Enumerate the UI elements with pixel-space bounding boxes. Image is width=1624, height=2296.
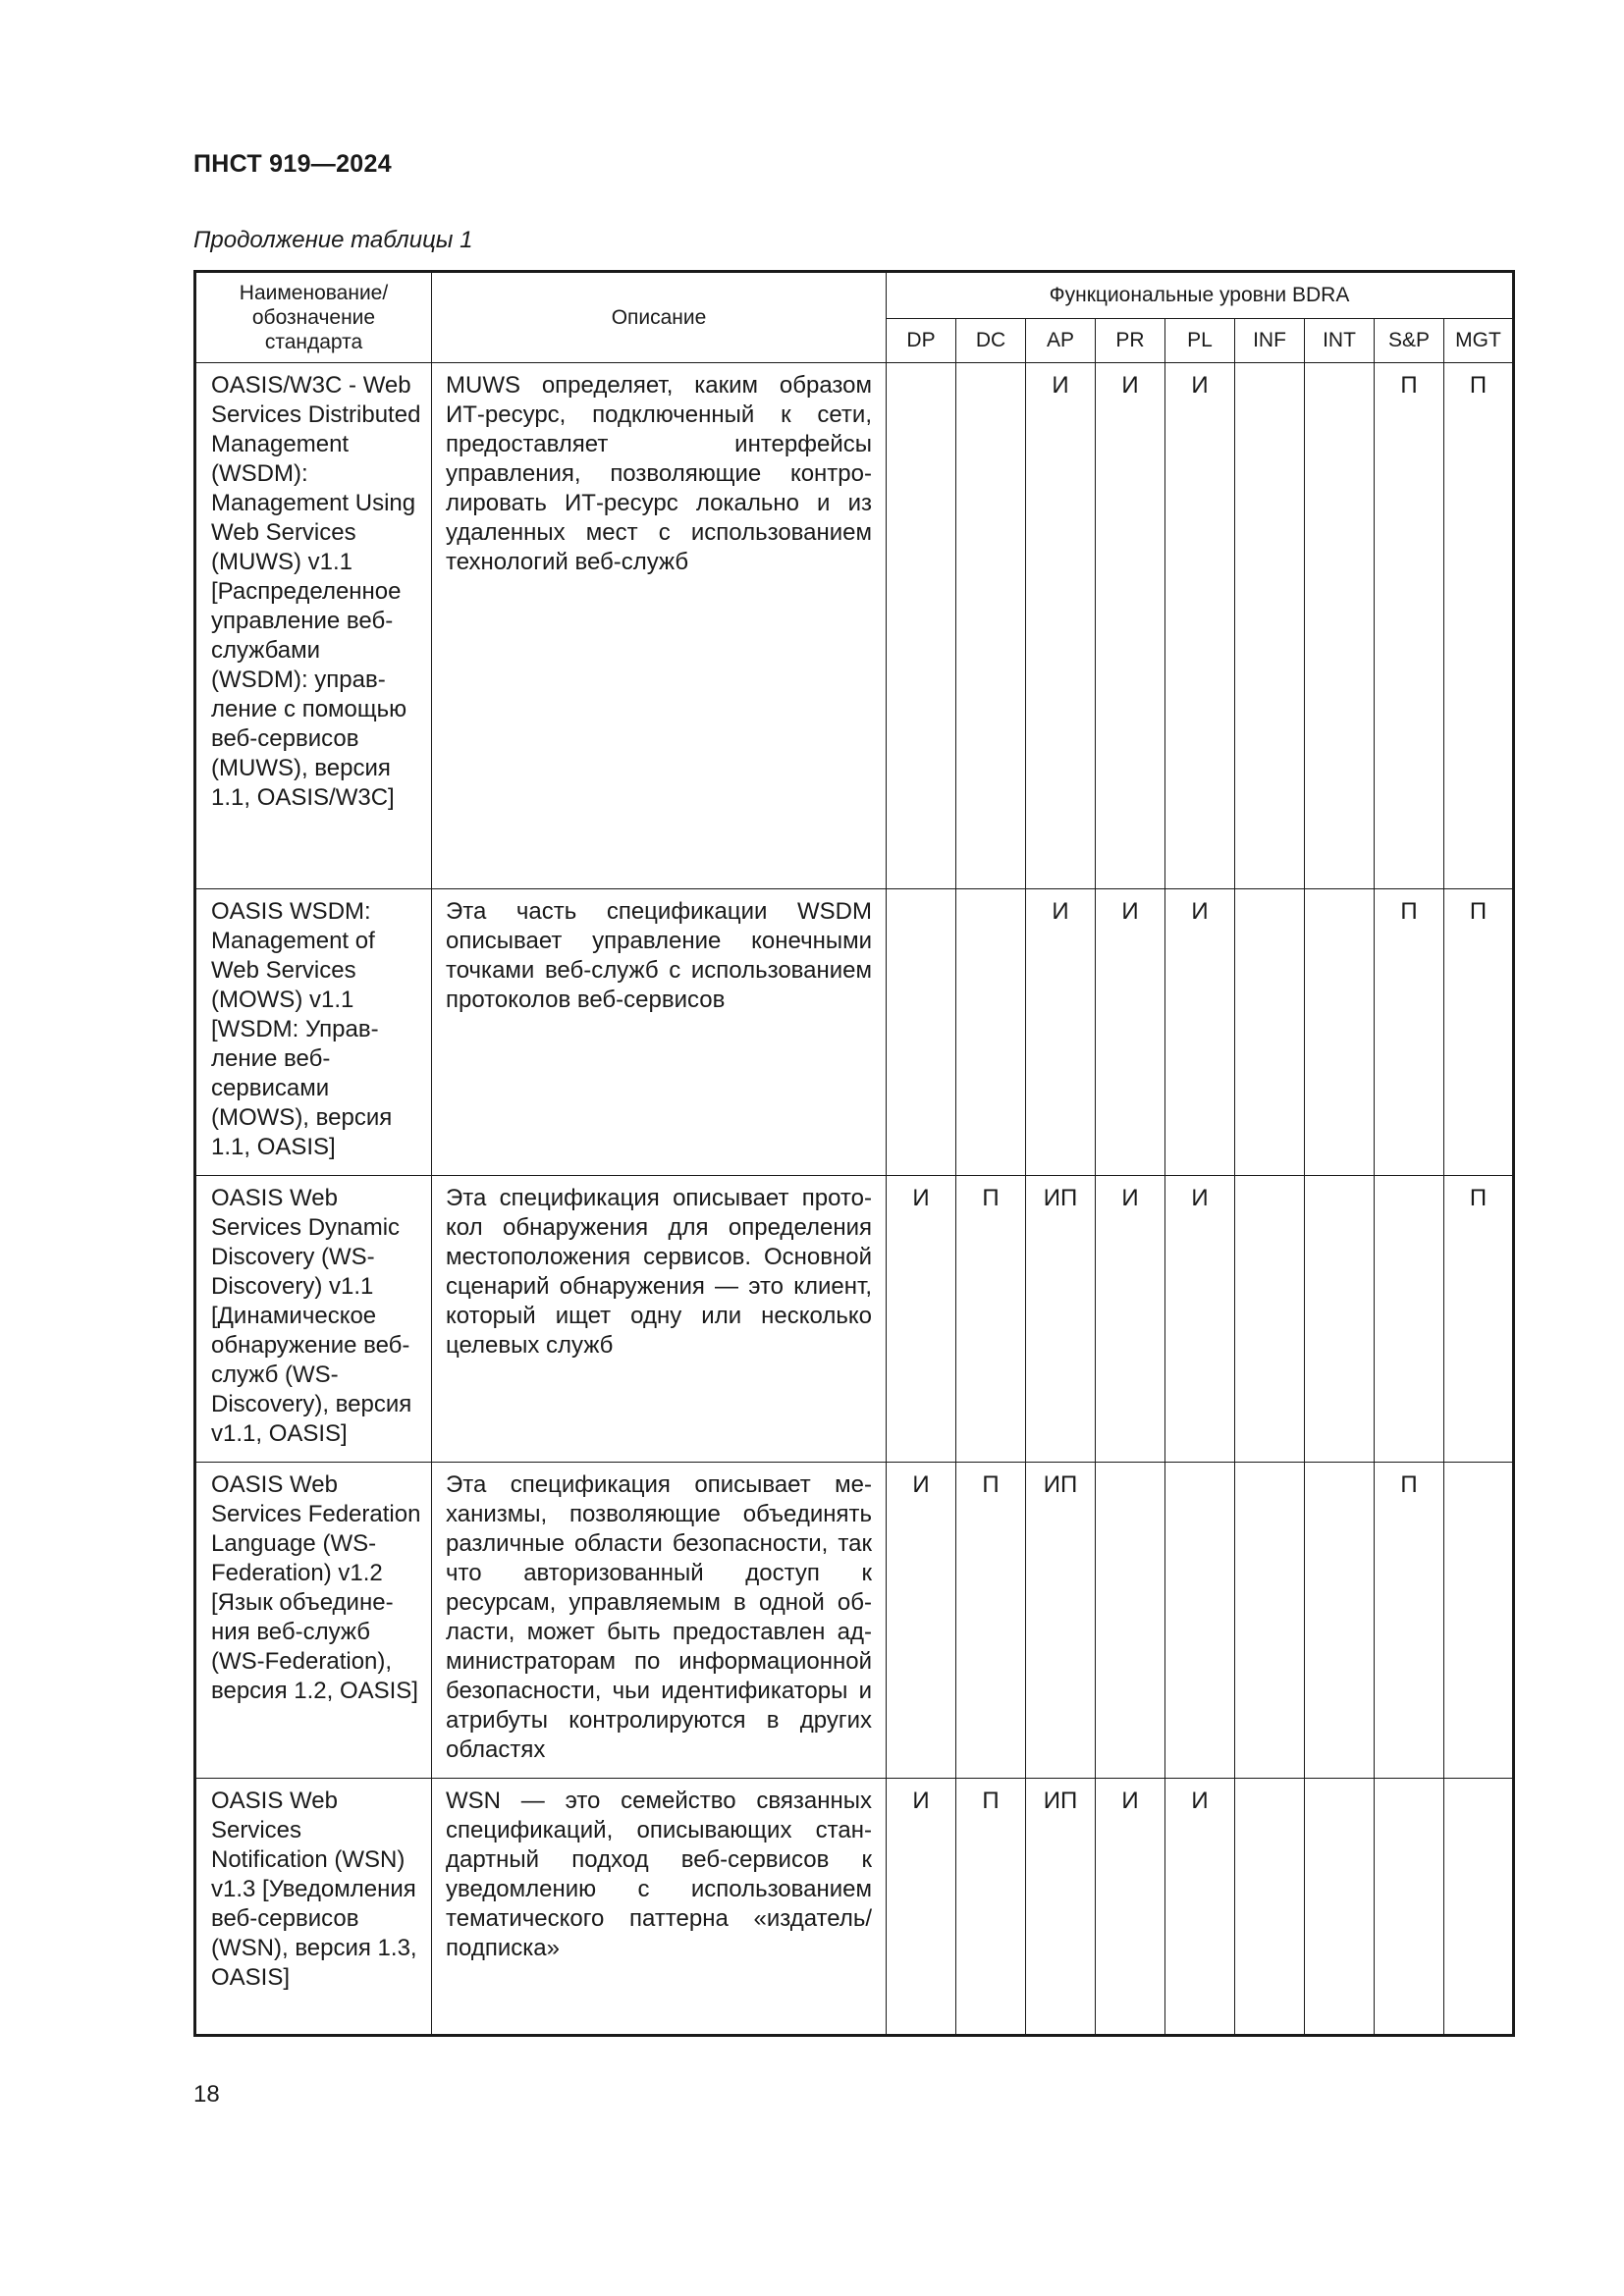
level-mark: П: [956, 1176, 1026, 1463]
standard-name: OASIS Web Services Dynamic Discovery (WS-Discovery) v1.1 [Динамическое обнаружение веб-служб (WS-Discovery), версия v1.1, OASIS]: [195, 1176, 432, 1463]
column-header-levels: Функциональные уровни BDRA: [887, 272, 1514, 319]
level-mark: И: [1165, 363, 1235, 889]
level-mark: [1096, 1463, 1165, 1779]
standard-name: OASIS Web Services Notification (WSN) v1.3 [Уведомления веб-сервисов (WSN), версия 1.3, OASIS]: [195, 1779, 432, 2036]
level-mark: [1305, 1463, 1375, 1779]
level-mark: [1305, 363, 1375, 889]
document-code: ПНСТ 919—2024: [193, 150, 392, 178]
table-header: [195, 272, 1514, 363]
level-mark: И: [887, 1779, 956, 2036]
level-mark: [1235, 363, 1305, 889]
column-header-name: Наименование/ обозначение стандарта: [195, 272, 432, 363]
level-mark: И: [1026, 363, 1096, 889]
level-mark: [1165, 1463, 1235, 1779]
standards-table: [193, 270, 1515, 2037]
level-mark: П: [1444, 1176, 1514, 1463]
level-mark: [1305, 1176, 1375, 1463]
level-mark: П: [1444, 363, 1514, 889]
level-header: PL: [1165, 319, 1235, 363]
level-mark: [956, 889, 1026, 1176]
level-mark: [1235, 889, 1305, 1176]
table-row: [195, 1779, 1514, 2036]
level-mark: [1444, 1463, 1514, 1779]
level-mark: [1235, 1463, 1305, 1779]
level-mark: [956, 363, 1026, 889]
level-header: MGT: [1444, 319, 1514, 363]
level-mark: И: [1165, 889, 1235, 1176]
standard-description: Эта спецификация описывает протокол обнаружения для определения местоположения сервисов. Основной сценарий обнаружения — это клиент, который ищет одну или несколько целевых служб: [432, 1176, 887, 1463]
level-mark: [1375, 1176, 1444, 1463]
standard-description: Эта часть спецификации WSDM описывает управление конечными точками веб-служб с использованием протоколов веб-сервисов: [432, 889, 887, 1176]
level-mark: И: [1165, 1176, 1235, 1463]
standard-name: OASIS WSDM: Management of Web Services (MOWS) v1.1 [WSDM: Управление веб-сервисами (MOWS), версия 1.1, OASIS]: [195, 889, 432, 1176]
level-mark: [1444, 1779, 1514, 2036]
header-row-top: [195, 272, 1514, 319]
level-mark: П: [1375, 1463, 1444, 1779]
level-mark: ИП: [1026, 1176, 1096, 1463]
level-mark: И: [1165, 1779, 1235, 2036]
page-number: 18: [193, 2081, 220, 2108]
level-mark: И: [887, 1176, 956, 1463]
standard-description: Эта спецификация описывает механизмы, позволяющие объединять различные области безопасности, так что авторизованный доступ к ресурсам, управляемым в одной области, может быть предоставлен администраторам по информационной безопасности, чьи идентификаторы и атрибуты контролируются в других областях: [432, 1463, 887, 1779]
level-mark: П: [1375, 363, 1444, 889]
level-mark: [1375, 1779, 1444, 2036]
table-caption: Продолжение таблицы 1: [193, 227, 473, 253]
level-header: PR: [1096, 319, 1165, 363]
level-header: INF: [1235, 319, 1305, 363]
level-header: S&P: [1375, 319, 1444, 363]
table-row: [195, 363, 1514, 889]
level-mark: [887, 889, 956, 1176]
level-header: DP: [887, 319, 956, 363]
level-mark: П: [1375, 889, 1444, 1176]
level-mark: И: [1026, 889, 1096, 1176]
table-row: [195, 889, 1514, 1176]
standard-name: OASIS/W3C - Web Services Distributed Management (WSDM): Management Using Web Services (MUWS) v1.1 [Распределенное управление веб-службами (WSDM): управление с помощью веб-сервисов (MUWS), версия 1.1, OASIS/W3C]: [195, 363, 432, 889]
level-mark: [1235, 1176, 1305, 1463]
table-body: [195, 363, 1514, 2036]
column-header-description: Описание: [432, 272, 887, 363]
level-mark: И: [1096, 363, 1165, 889]
level-mark: П: [956, 1779, 1026, 2036]
level-mark: П: [956, 1463, 1026, 1779]
level-mark: И: [1096, 1779, 1165, 2036]
standard-name: OASIS Web Services Federation Language (WS-Federation) v1.2 [Язык объединения веб-служб (WS-Federation), версия 1.2, OASIS]: [195, 1463, 432, 1779]
standard-description: MUWS определяет, каким образом ИТ-ресурс, подключенный к сети, предоставляет интерфейсы управления, позволяющие контролировать ИТ-ресурс локально и из удаленных мест с использованием технологий веб-служб: [432, 363, 887, 889]
level-mark: [887, 363, 956, 889]
level-header: AP: [1026, 319, 1096, 363]
level-mark: ИП: [1026, 1779, 1096, 2036]
level-mark: [1305, 1779, 1375, 2036]
level-mark: И: [1096, 889, 1165, 1176]
table-row: [195, 1176, 1514, 1463]
level-mark: [1305, 889, 1375, 1176]
standard-description: WSN — это семейство связанных спецификаций, описывающих стандартный подход веб-сервисов к уведомлению с использованием тематического паттерна «издатель/ подписка»: [432, 1779, 887, 2036]
level-mark: П: [1444, 889, 1514, 1176]
level-mark: ИП: [1026, 1463, 1096, 1779]
level-header: DC: [956, 319, 1026, 363]
level-mark: И: [1096, 1176, 1165, 1463]
level-mark: [1235, 1779, 1305, 2036]
level-mark: И: [887, 1463, 956, 1779]
table-row: [195, 1463, 1514, 1779]
level-header: INT: [1305, 319, 1375, 363]
